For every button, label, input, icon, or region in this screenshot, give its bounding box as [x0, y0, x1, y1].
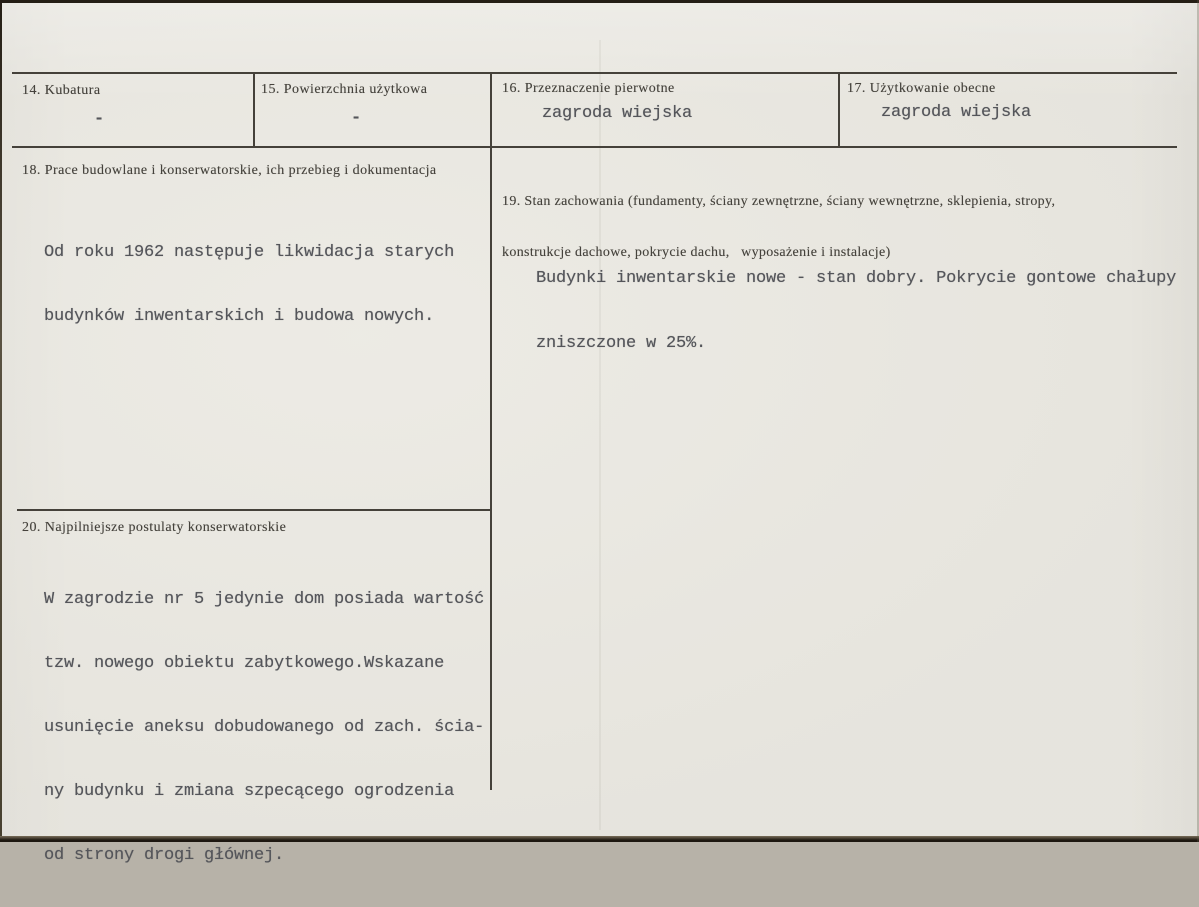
field-17-uzytkowanie-value: zagroda wiejska [881, 103, 1032, 122]
typed-line: ny budynku i zmiana szpecącego ogrodzenia [44, 782, 455, 801]
typed-line: usunięcie aneksu dobudowanego od zach. ścia- [44, 718, 485, 737]
field-15-powierzchnia-value: - [351, 109, 362, 128]
section-19-typed-text [536, 227, 1176, 395]
typed-line: tzw. nowego obiektu zabytkowego.Wskazane [44, 654, 445, 673]
field-17-uzytkowanie-label: 17. Użytkowanie obecne [847, 81, 996, 96]
paper-crease [599, 40, 601, 830]
section-18-typed-text [44, 202, 454, 368]
rule-header-bottom [12, 146, 1177, 148]
rule-section18-bottom [17, 509, 491, 511]
typed-line: zniszczone w 25%. [536, 334, 707, 353]
field-16-przeznaczenie-label: 16. Przeznaczenie pierwotne [502, 81, 675, 96]
rule-header-top [12, 72, 1177, 74]
typed-line: od strony drogi głównej. [44, 846, 285, 865]
typed-line: budynków inwentarskich i budowa nowych. [44, 307, 435, 326]
scan-edge-left [0, 0, 2, 842]
section-18-prace-label: 18. Prace budowlane i konserwatorskie, ich przebieg i dokumentacja [22, 163, 437, 178]
scan-edge-top [0, 0, 1199, 3]
label-line: konstrukcje dachowe, pokrycie dachu, wyposażenie i instalacje) [502, 245, 891, 260]
divider-main-columns [490, 74, 492, 790]
divider-field14-15 [253, 74, 255, 146]
section-20-postulaty-label: 20. Najpilniejsze postulaty konserwatorskie [22, 520, 287, 535]
label-line: 19. Stan zachowania (fundamenty, ściany zewnętrzne, ściany wewnętrzne, sklepienia, stropy, [502, 194, 1056, 209]
typed-line: Od roku 1962 następuje likwidacja starych [44, 243, 455, 262]
field-16-przeznaczenie-value: zagroda wiejska [542, 104, 693, 123]
divider-field16-17 [838, 74, 840, 146]
field-14-kubatura-value: - [94, 110, 105, 129]
field-15-powierzchnia-label: 15. Powierzchnia użytkowa [261, 82, 428, 97]
section-20-typed-text [44, 549, 484, 907]
typed-line: Budynki inwentarskie nowe - stan dobry. Pokrycie gontowe chałupy [536, 269, 1177, 288]
typed-line: W zagrodzie nr 5 jedynie dom posiada wartość [44, 590, 485, 609]
field-14-kubatura-label: 14. Kubatura [22, 83, 101, 98]
